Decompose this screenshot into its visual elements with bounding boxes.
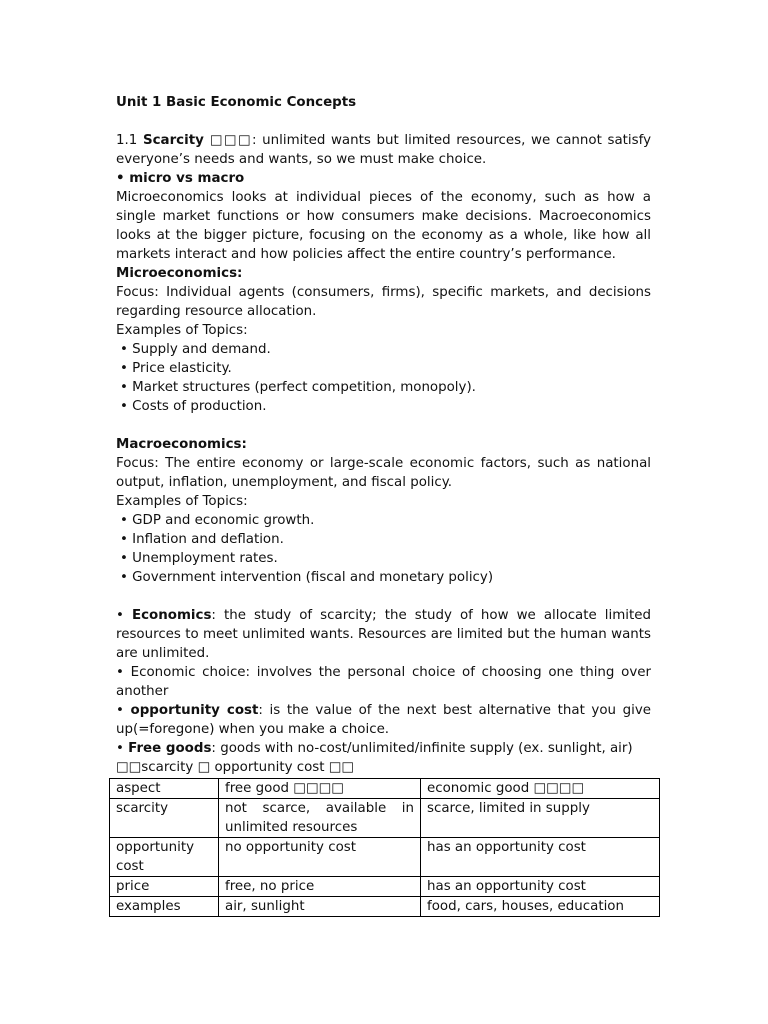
table-cell: opportunity cost <box>110 838 219 877</box>
list-item: • Unemployment rates. <box>120 551 278 566</box>
list-item: • GDP and economic growth. <box>120 513 315 528</box>
economic-choice-definition: • Economic choice: involves the personal choice of choosing one thing over another <box>116 665 651 699</box>
list-item: • Costs of production. <box>120 399 267 414</box>
table-header-cell: aspect <box>110 779 219 799</box>
table-header-row <box>110 779 660 799</box>
list-item: • Government intervention (fiscal and monetary policy) <box>120 570 494 585</box>
table-cell: not scarce, available in unlimited resources <box>219 799 421 838</box>
list-item: • Inflation and deflation. <box>120 532 284 547</box>
micro-vs-macro-heading: • micro vs macro <box>116 171 245 186</box>
economics-definition: • Economics: the study of scarcity; the study of how we allocate limited resources to meet unlimited wants. Resources are limited but the human wants are unlimited. <box>116 608 651 661</box>
document-body <box>116 93 651 777</box>
microeconomics-focus: Focus: Individual agents (consumers, firms), specific markets, and decisions regarding resource allocation. <box>116 285 651 319</box>
comparison-table <box>109 778 660 917</box>
table-cell: no opportunity cost <box>219 838 421 877</box>
table-header-cell: free good □□□□ <box>219 779 421 799</box>
section-number: 1.1 <box>116 133 143 148</box>
economics-term: Economics <box>131 608 212 623</box>
list-item: • Market structures (perfect competition, monopoly). <box>120 380 476 395</box>
scarcity-term: Scarcity □□□ <box>142 133 253 148</box>
table-cell: price <box>110 877 219 897</box>
scarcity-definition: : unlimited wants but limited resources, we cannot satisfy everyone’s needs and wants, so we must make choice. <box>116 133 652 167</box>
table-row <box>110 838 660 877</box>
table-cell: free, no price <box>219 877 421 897</box>
macroeconomics-heading: Macroeconomics: <box>116 437 247 452</box>
list-item: • Price elasticity. <box>120 361 232 376</box>
spacer <box>116 587 651 606</box>
table-cell: has an opportunity cost <box>421 877 660 897</box>
table-header-cell: economic good □□□□ <box>421 779 660 799</box>
table-cell: food, cars, houses, education <box>421 897 660 917</box>
list-item: • Supply and demand. <box>120 342 271 357</box>
micro-vs-macro-paragraph: Microeconomics looks at individual pieces of the economy, such as how a single market functions or how consumers make decisions. Macroeconomics looks at the bigger picture, focusing on the economy as a whole, like how all markets interact and how policies affect the entire country’s performance. <box>116 190 651 262</box>
microeconomics-heading: Microeconomics: <box>116 266 243 281</box>
table-cell: air, sunlight <box>219 897 421 917</box>
table-cell: has an opportunity cost <box>421 838 660 877</box>
scarcity-paragraph <box>116 131 651 169</box>
free-goods-term: Free goods <box>128 741 212 756</box>
table-cell: scarcity <box>110 799 219 838</box>
spacer <box>116 112 651 131</box>
free-goods-definition: • Free goods: goods with no-cost/unlimited/infinite supply (ex. sunlight, air) □□scarcity □ opportunity cost □□ <box>116 741 633 775</box>
spacer <box>116 416 651 435</box>
microeconomics-examples-label: Examples of Topics: <box>116 323 248 338</box>
table-cell: scarce, limited in supply <box>421 799 660 838</box>
opportunity-cost-term: opportunity cost <box>130 703 259 718</box>
macroeconomics-examples-label: Examples of Topics: <box>116 494 248 509</box>
table-row <box>110 799 660 838</box>
table-row <box>110 897 660 917</box>
table-cell: examples <box>110 897 219 917</box>
unit-title: Unit 1 Basic Economic Concepts <box>116 95 357 110</box>
macroeconomics-focus: Focus: The entire economy or large-scale economic factors, such as national output, inflation, unemployment, and fiscal policy. <box>116 456 651 490</box>
opportunity-cost-definition: • opportunity cost: is the value of the next best alternative that you give up(=foregone) when you make a choice. <box>116 703 652 737</box>
table-row <box>110 877 660 897</box>
